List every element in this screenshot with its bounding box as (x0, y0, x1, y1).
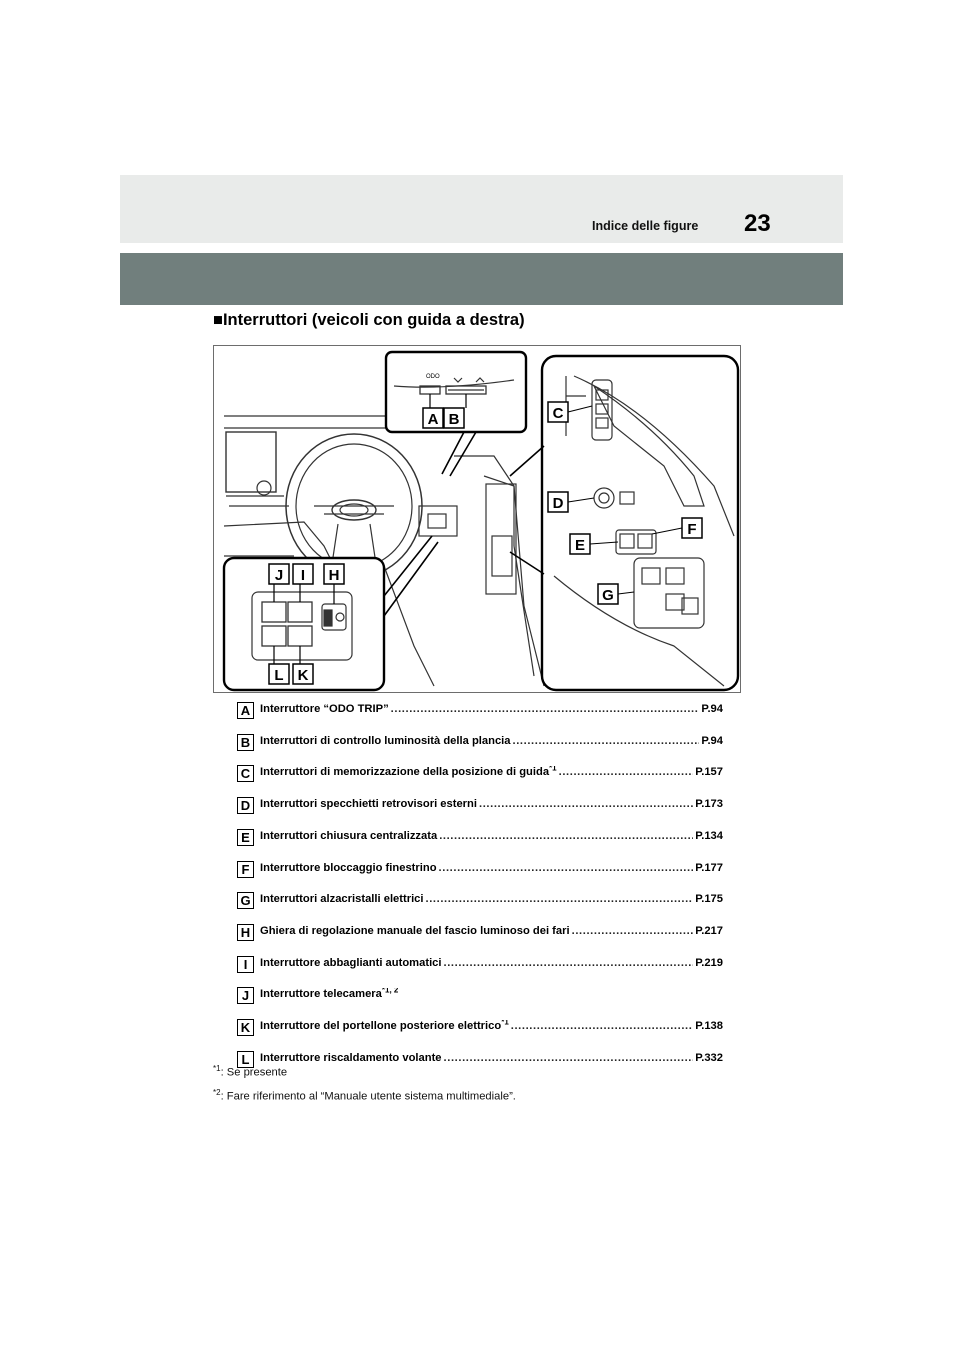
footnote-text: : Fare riferimento al “Manuale utente sistema multimediale”. (220, 1090, 516, 1103)
callout-h: H (328, 567, 340, 584)
index-row (237, 956, 723, 976)
index-entry-label: Interruttori chiusura centralizzata (260, 829, 438, 842)
callout-b: B (448, 411, 460, 428)
page-reference-link[interactable]: P.94 (701, 734, 723, 747)
index-key-box: J (237, 987, 254, 1004)
callout-c: C (552, 405, 564, 422)
index-entry (260, 1052, 723, 1064)
callout-e: E (574, 537, 586, 554)
index-row (237, 924, 723, 944)
page-reference-link[interactable]: P.173 (695, 798, 723, 811)
index-entry-text (260, 798, 477, 810)
index-entry (260, 830, 723, 842)
index-entry-label: Interruttori specchietti retrovisori esterni (260, 798, 477, 811)
dot-leader (439, 862, 694, 874)
index-entry-text (260, 862, 437, 874)
index-entry-text (260, 830, 437, 842)
index-entry-label: Interruttore del portellone posteriore elettrico (260, 1020, 502, 1032)
index-entry (260, 988, 723, 1000)
callout-g: G (602, 587, 614, 604)
index-key-box: G (237, 892, 254, 909)
index-key-box: H (237, 924, 254, 941)
index-entry-text (260, 735, 511, 747)
index-row (237, 829, 723, 849)
index-entry-label: Interruttori di controllo luminosità della plancia (260, 734, 511, 747)
footnote-ref: *1 (549, 766, 557, 773)
page-reference-link[interactable]: P.157 (695, 766, 723, 779)
index-entry (260, 862, 723, 874)
index-entry-text (260, 703, 389, 715)
index-key-box: B (237, 734, 254, 751)
index-entry-label: Interruttori alzacristalli elettrici (260, 893, 424, 906)
switch-location-figure (213, 345, 741, 693)
header-section-title: Indice delle figure (592, 219, 699, 233)
index-entry-label: Interruttore abbaglianti automatici (260, 956, 442, 969)
dot-leader (559, 766, 694, 778)
footnote-mark: *1 (213, 1064, 221, 1073)
index-entry (260, 703, 723, 715)
section-heading: ■Interruttori (veicoli con guida a destra) (213, 311, 525, 329)
callout-a: A (427, 411, 439, 428)
index-entry-text (260, 1020, 509, 1032)
index-entry (260, 957, 723, 969)
index-entry (260, 893, 723, 905)
index-entry-text (260, 893, 424, 905)
index-entry-label: Interruttore bloccaggio finestrino (260, 861, 437, 874)
callout-j: J (274, 567, 284, 584)
index-key-box: E (237, 829, 254, 846)
dot-leader (511, 1020, 693, 1032)
index-entry (260, 925, 723, 937)
index-entry-label: Interruttori di memorizzazione della posizione di guida (260, 766, 550, 779)
dashboard-illustration (214, 346, 742, 694)
footnote-ref: *1 (501, 1020, 509, 1027)
index-row (237, 797, 723, 817)
index-key-box: F (237, 861, 254, 878)
index-key-box: L (237, 1051, 254, 1068)
index-entry-text (260, 957, 442, 969)
index-row (237, 1019, 723, 1039)
index-row (237, 765, 723, 785)
index-entry (260, 798, 723, 810)
index-row (237, 1051, 723, 1071)
dot-leader (444, 957, 694, 969)
page-reference-link[interactable]: P.138 (695, 1020, 723, 1032)
callout-i: I (300, 567, 306, 584)
footnote-ref: *1, 2 (381, 988, 399, 995)
index-entry (260, 735, 723, 747)
dot-leader (426, 893, 694, 905)
index-entry-label: Interruttore riscaldamento volante (260, 1051, 442, 1064)
index-key-box: K (237, 1019, 254, 1036)
index-row (237, 892, 723, 912)
index-entry-text (260, 766, 557, 778)
index-entry-text (260, 988, 398, 1000)
footnote-mark: *2 (213, 1088, 221, 1097)
index-row (237, 734, 723, 754)
index-row (237, 987, 723, 1007)
header-dark-band (120, 253, 843, 305)
page-reference-link[interactable]: P.217 (695, 924, 723, 937)
dot-leader (444, 1052, 694, 1064)
page-number: 23 (744, 210, 771, 237)
dot-leader (479, 798, 693, 810)
callout-l: L (274, 667, 284, 684)
index-entry (260, 1020, 723, 1032)
page-reference-link[interactable]: P.94 (701, 703, 723, 715)
dot-leader (572, 925, 694, 937)
index-entry-label: Interruttore telecamera (260, 988, 382, 1001)
index-key-box: A (237, 702, 254, 719)
footnote-1 (213, 1064, 287, 1079)
index-key-box: I (237, 956, 254, 973)
callout-f: F (687, 521, 697, 538)
index-row (237, 861, 723, 881)
dot-leader (439, 830, 693, 842)
page-reference-link[interactable]: P.175 (695, 893, 723, 906)
index-row (237, 702, 723, 722)
header-band (120, 175, 843, 243)
index-entry (260, 766, 723, 778)
page-reference-link[interactable]: P.134 (695, 829, 723, 842)
index-key-box: D (237, 797, 254, 814)
footnote-2 (213, 1088, 516, 1103)
callout-d: D (552, 495, 564, 512)
index-entry-label: Ghiera di regolazione manuale del fascio luminoso dei fari (260, 924, 570, 937)
page-reference-link[interactable]: P.332 (695, 1051, 723, 1064)
index-key-box: C (237, 765, 254, 782)
page-reference-link[interactable]: P.219 (695, 956, 723, 969)
svg-text:ODO: ODO (426, 374, 440, 380)
index-entry-label: Interruttore “ODO TRIP” (260, 703, 389, 715)
index-entry-text (260, 1052, 442, 1064)
footnote-text: : Se presente (220, 1066, 288, 1079)
dot-leader (513, 735, 700, 747)
page-reference-link[interactable]: P.177 (695, 861, 723, 874)
callout-k: K (297, 667, 309, 684)
dot-leader (391, 703, 700, 715)
index-entry-text (260, 925, 570, 937)
